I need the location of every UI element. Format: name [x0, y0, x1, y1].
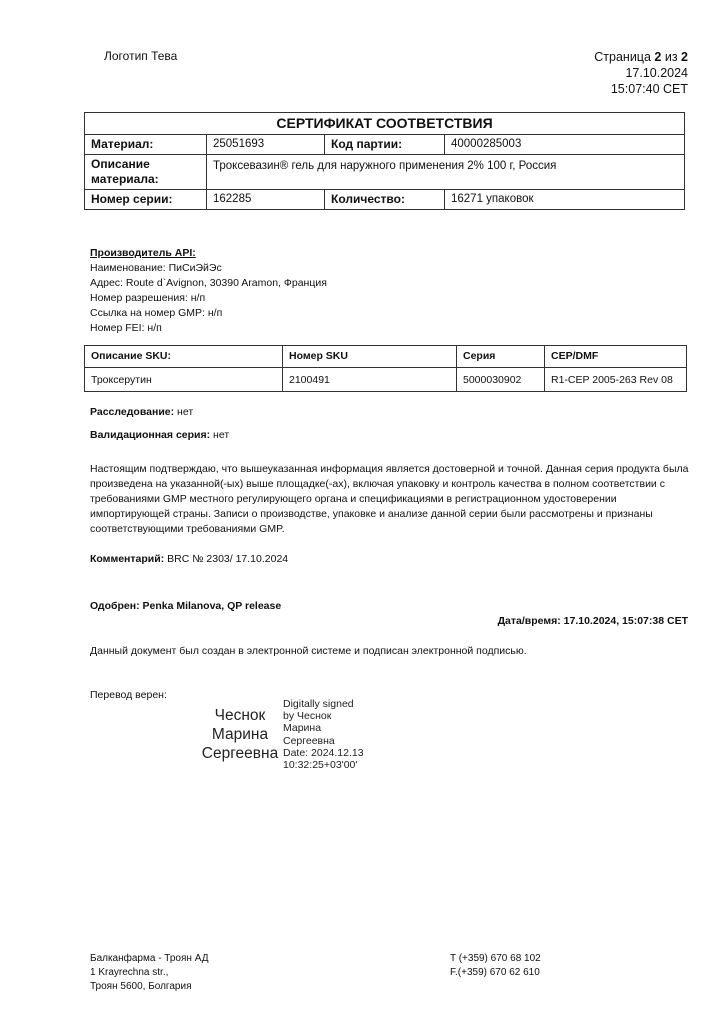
footer-fax: F.(+359) 670 62 610 — [450, 967, 540, 978]
sku-header-number: Номер SKU — [283, 346, 457, 368]
sku-header-cep: CEP/DMF — [545, 346, 687, 368]
manufacturer-permit: Номер разрешения: н/п — [90, 292, 206, 304]
manufacturer-fei: Номер FEI: н/п — [90, 322, 162, 334]
footer-city: Троян 5600, Болгария — [90, 981, 192, 992]
signature-details: Digitally signed by Чеснок Марина Сергеевна Date: 2024.12.13 10:32:25+03'00' — [283, 698, 364, 772]
sku-table — [84, 345, 687, 392]
manufacturer-heading: Производитель API: — [90, 247, 196, 259]
sku-header-description: Описание SKU: — [85, 346, 283, 368]
material-label: Материал: — [85, 135, 207, 155]
quantity-value: 16271 упаковок — [445, 190, 685, 210]
series-label: Номер серии: — [85, 190, 207, 210]
manufacturer-address: Адрес: Route d`Avignon, 30390 Aramon, Франция — [90, 277, 327, 289]
description-value: Троксевазин® гель для наружного применения 2% 100 г, Россия — [207, 155, 685, 190]
certificate-table — [84, 112, 685, 210]
comment-line: Комментарий: BRC № 2303/ 17.10.2024 — [90, 553, 289, 565]
approval-line: Одобрен: Penka Milanova, QP release — [90, 600, 282, 612]
electronic-note: Данный документ был создан в электронной системе и подписан электронной подписью. — [90, 645, 527, 657]
batch-label: Код партии: — [325, 135, 445, 155]
footer-phone: T (+359) 670 68 102 — [450, 953, 541, 964]
footer-contacts — [450, 952, 541, 980]
description-label: Описание материала: — [85, 155, 207, 190]
validation-line: Валидационная серия: нет — [90, 429, 230, 441]
batch-value: 40000285003 — [445, 135, 685, 155]
page-info — [594, 49, 688, 97]
footer-address — [90, 952, 208, 994]
sku-header-series: Серия — [457, 346, 545, 368]
certificate-title: СЕРТИФИКАТ СООТВЕТСТВИЯ — [85, 113, 685, 135]
table-row — [85, 368, 687, 392]
manufacturer-section — [90, 246, 650, 336]
confirmation-paragraph: Настоящим подтверждаю, что вышеуказанная информация является достоверной и точной. Данная серия продукта была произведена на указанной(-ых) выше площадке(-ах), включая упаковку и контроль качества в полном соответствии с требованиями GMP местного регулирующего органа и спецификациями в регистрационном удостоверении импортирующей страны. Записи о производстве, упаковке и анализе данной серии были рассмотрены и признаны соответствующими требованиями GMP. — [90, 463, 689, 535]
translation-label: Перевод верен: — [90, 689, 167, 701]
header-time: 15:07:40 CET — [610, 82, 688, 96]
quantity-label: Количество: — [325, 190, 445, 210]
sku-number: 2100491 — [283, 368, 457, 392]
approval-datetime: Дата/время: 17.10.2024, 15:07:38 CET — [497, 615, 688, 627]
footer-street: 1 Krayrechna str., — [90, 967, 169, 978]
material-value: 25051693 — [207, 135, 325, 155]
header-date: 17.10.2024 — [625, 66, 688, 80]
investigation-line: Расследование: нет — [90, 406, 194, 418]
sku-description: Троксерутин — [85, 368, 283, 392]
series-value: 162285 — [207, 190, 325, 210]
footer-company: Балканфарма - Троян АД — [90, 953, 209, 964]
signature-name: Чеснок Марина Сергеевна — [201, 707, 279, 762]
manufacturer-name: Наименование: ПиСиЭйЭс — [90, 262, 222, 274]
page-number: Страница 2 из 2 — [594, 50, 688, 64]
sku-cep: R1-CEP 2005-263 Rev 08 — [545, 368, 687, 392]
sku-header-row — [85, 346, 687, 368]
sku-series: 5000030902 — [457, 368, 545, 392]
logo-placeholder: Логотип Тева — [104, 49, 178, 63]
manufacturer-gmp: Ссылка на номер GMP: н/п — [90, 307, 223, 319]
